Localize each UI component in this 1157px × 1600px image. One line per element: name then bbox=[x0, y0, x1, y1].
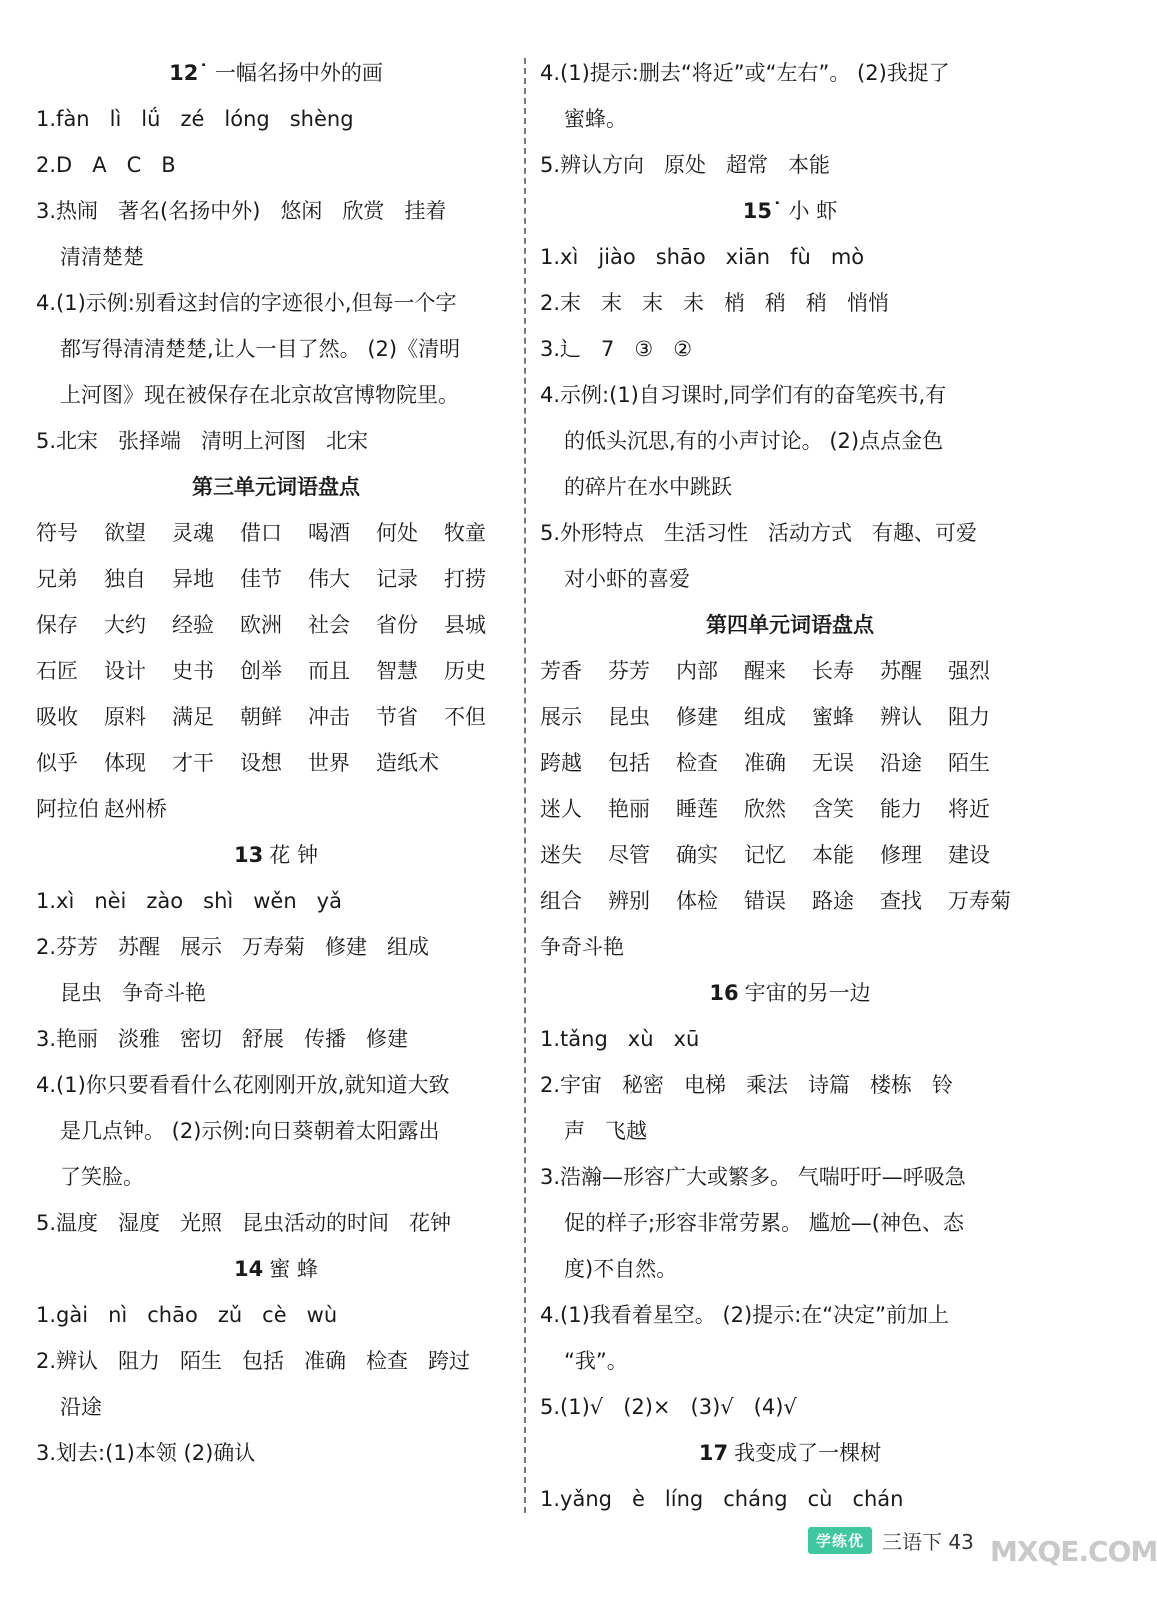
s16-q2-cont bbox=[540, 1108, 1040, 1154]
answer-item: 悠闲 bbox=[280, 199, 323, 223]
word-item: 设想 bbox=[240, 751, 282, 775]
s13-q4-1: 4.(1)你只要看看什么花刚刚开放,就知道大致 bbox=[36, 1073, 450, 1097]
s16-q3-2: 促的样子;形容非常劳累。 尴尬—(神色、态 bbox=[564, 1211, 964, 1235]
answer-item: lóng bbox=[224, 107, 270, 131]
answer-item: 争奇斗艳 bbox=[122, 981, 206, 1005]
answer-item: 超常 bbox=[726, 153, 769, 177]
s13-q4-3: 了笑脸。 bbox=[60, 1165, 144, 1189]
word-item: 确实 bbox=[676, 843, 718, 867]
answer-item: xì bbox=[560, 245, 579, 269]
word-item: 包括 bbox=[608, 751, 650, 775]
answer-item: 著名(名扬中外) bbox=[118, 199, 261, 223]
answer-item: 辨认 bbox=[56, 1349, 99, 1373]
word-item: 佳节 bbox=[240, 567, 282, 591]
answer-item: lǘ bbox=[141, 107, 161, 131]
s12-q4-2: 都写得清清楚楚,让人一目了然。 (2)《清明 bbox=[60, 337, 461, 361]
s13-q4-2: 是几点钟。 (2)示例:向日葵朝着太阳露出 bbox=[60, 1119, 440, 1143]
word-item: 组合 bbox=[540, 889, 582, 913]
word-item: 大约 bbox=[104, 613, 146, 637]
answer-item: 舒展 bbox=[242, 1027, 285, 1051]
answer-item: nì bbox=[108, 1303, 128, 1327]
word-item: 强烈 bbox=[948, 659, 990, 683]
word-item: 县城 bbox=[444, 613, 486, 637]
left-column bbox=[36, 50, 516, 1476]
word-item: 独自 bbox=[104, 567, 146, 591]
s14-q1: 1.gài nì chāo zǔ cè wù bbox=[36, 1292, 516, 1338]
word-item: 造纸术 bbox=[376, 751, 439, 775]
word-item: 醒来 bbox=[744, 659, 786, 683]
section-12-title: 12˙ 一幅名扬中外的画 bbox=[169, 61, 383, 85]
answer-item: 修建 bbox=[325, 935, 368, 959]
answer-item: 未 bbox=[683, 291, 705, 315]
word-item: 满足 bbox=[172, 705, 214, 729]
answer-item: 诗篇 bbox=[808, 1073, 851, 1097]
answer-item: fù bbox=[790, 245, 811, 269]
word-item: 异地 bbox=[172, 567, 214, 591]
answer-item: zào bbox=[146, 889, 184, 913]
answer-item: (2)× bbox=[623, 1395, 671, 1419]
word-item: 尽管 bbox=[608, 843, 650, 867]
s14-q3: 3.划去:(1)本领 (2)确认 bbox=[36, 1441, 256, 1465]
answer-item: A bbox=[92, 153, 107, 177]
answer-item: (1)√ bbox=[560, 1395, 604, 1419]
s13-q3: 3.艳丽 淡雅 密切 舒展 传播 修建 bbox=[36, 1016, 516, 1062]
answer-item: cè bbox=[262, 1303, 287, 1327]
answer-item: 检查 bbox=[366, 1349, 409, 1373]
word-item: 记录 bbox=[376, 567, 418, 591]
word-item: 睡莲 bbox=[676, 797, 718, 821]
unit3-title: 第三单元词语盘点 bbox=[192, 475, 360, 499]
s16-q4-2: “我”。 bbox=[564, 1349, 628, 1373]
s16-q4-1: 4.(1)我看着星空。 (2)提示:在“决定”前加上 bbox=[540, 1303, 950, 1327]
s12-q4-1: 4.(1)示例:别看这封信的字迹很小,但每一个字 bbox=[36, 291, 457, 315]
word-item: 吸收 bbox=[36, 705, 78, 729]
word-item: 组成 bbox=[744, 705, 786, 729]
s15-q1: 1.xì jiào shāo xiān fù mò bbox=[540, 234, 1040, 280]
word-item: 争奇斗艳 bbox=[540, 935, 624, 959]
answer-item: wù bbox=[306, 1303, 338, 1327]
answer-item: líng bbox=[664, 1487, 704, 1511]
answer-item: 苏醒 bbox=[118, 935, 161, 959]
answer-item: 辨认方向 bbox=[560, 153, 645, 177]
word-item: 体检 bbox=[676, 889, 718, 913]
word-item: 蜜蜂 bbox=[812, 705, 854, 729]
s14-q2: 2.辨认 阻力 陌生 包括 准确 检查 跨过 bbox=[36, 1338, 516, 1384]
word-item: 万寿菊 bbox=[948, 889, 1011, 913]
answer-item: 修建 bbox=[366, 1027, 409, 1051]
answer-item: xì bbox=[56, 889, 75, 913]
word-item: 建设 bbox=[948, 843, 990, 867]
word-item: 借口 bbox=[240, 521, 282, 545]
word-item: 路途 bbox=[812, 889, 854, 913]
unit3-word-grid bbox=[36, 510, 516, 832]
word-item: 辨别 bbox=[608, 889, 650, 913]
word-item: 喝酒 bbox=[308, 521, 350, 545]
word-item: 含笑 bbox=[812, 797, 854, 821]
answer-item: wěn bbox=[253, 889, 297, 913]
word-item: 社会 bbox=[308, 613, 350, 637]
answer-item: (4)√ bbox=[753, 1395, 797, 1419]
s16-q5: 5.(1)√ (2)× (3)√ (4)√ bbox=[540, 1384, 1040, 1430]
answer-item: 末 bbox=[601, 291, 623, 315]
answer-item: xū bbox=[673, 1027, 700, 1051]
word-item: 史书 bbox=[172, 659, 214, 683]
word-item: 似乎 bbox=[36, 751, 78, 775]
answer-item: 湿度 bbox=[118, 1211, 161, 1235]
word-item: 兄弟 bbox=[36, 567, 78, 591]
answer-item: 飞越 bbox=[605, 1119, 647, 1143]
s15-q3: 3.辶 7 ③ ② bbox=[540, 326, 1040, 372]
word-item: 智慧 bbox=[376, 659, 418, 683]
s16-q3-1: 3.浩瀚—形容广大或繁多。 气喘吁吁—呼吸急 bbox=[540, 1165, 966, 1189]
word-item: 将近 bbox=[948, 797, 990, 821]
section-13-title: 13 花 钟 bbox=[234, 843, 318, 867]
s14-q4-2: 蜜蜂。 bbox=[564, 107, 627, 131]
word-item: 修建 bbox=[676, 705, 718, 729]
answer-item: 陌生 bbox=[180, 1349, 223, 1373]
s16-q2: 2.宇宙 秘密 电梯 乘法 诗篇 楼栋 铃 bbox=[540, 1062, 1040, 1108]
answer-item: 密切 bbox=[180, 1027, 223, 1051]
word-item: 无误 bbox=[812, 751, 854, 775]
answer-item: zé bbox=[180, 107, 205, 131]
s13-q2: 2.芬芳 苏醒 展示 万寿菊 修建 组成 bbox=[36, 924, 516, 970]
word-item: 本能 bbox=[812, 843, 854, 867]
word-item: 冲击 bbox=[308, 705, 350, 729]
answer-item: 传播 bbox=[304, 1027, 347, 1051]
answer-item: 挂着 bbox=[404, 199, 447, 223]
answer-item: (3)√ bbox=[690, 1395, 734, 1419]
answer-item: 7 bbox=[601, 337, 615, 361]
word-item: 内部 bbox=[676, 659, 718, 683]
word-item: 修理 bbox=[880, 843, 922, 867]
word-item: 芬芳 bbox=[608, 659, 650, 683]
word-item: 迷人 bbox=[540, 797, 582, 821]
word-item: 而且 bbox=[308, 659, 350, 683]
answer-item: D bbox=[56, 153, 73, 177]
s12-q2: 2.D A C B bbox=[36, 142, 516, 188]
answer-item: ② bbox=[673, 337, 693, 361]
s12-q5: 5.北宋 张择端 清明上河图 北宋 bbox=[36, 418, 516, 464]
word-item: 欣然 bbox=[744, 797, 786, 821]
section-17-title: 17 我变成了一棵树 bbox=[698, 1441, 882, 1465]
s13-q5: 5.温度 湿度 光照 昆虫活动的时间 花钟 bbox=[36, 1200, 516, 1246]
answer-item: nèi bbox=[94, 889, 127, 913]
word-item: 跨越 bbox=[540, 751, 582, 775]
answer-item: 艳丽 bbox=[56, 1027, 99, 1051]
answer-item: 生活习性 bbox=[664, 521, 749, 545]
answer-item: xù bbox=[627, 1027, 654, 1051]
s14-q2-cont: 沿途 bbox=[60, 1395, 102, 1419]
s15-q5: 5.外形特点 生活习性 活动方式 有趣、可爱 bbox=[540, 510, 1040, 556]
word-item: 辨认 bbox=[880, 705, 922, 729]
s15-q4-2: 的低头沉思,有的小声讨论。 (2)点点金色 bbox=[564, 429, 944, 453]
answer-item: 昆虫 bbox=[60, 981, 102, 1005]
answer-item: 乘法 bbox=[746, 1073, 789, 1097]
word-item: 何处 bbox=[376, 521, 418, 545]
answer-item: 昆虫活动的时间 bbox=[242, 1211, 390, 1235]
answer-item: 准确 bbox=[304, 1349, 347, 1373]
answer-item: ③ bbox=[634, 337, 654, 361]
section-15-title: 15˙ 小 虾 bbox=[742, 199, 838, 223]
s13-q2-cont bbox=[36, 970, 516, 1016]
answer-item: 温度 bbox=[56, 1211, 99, 1235]
word-item: 芳香 bbox=[540, 659, 582, 683]
word-item: 不但 bbox=[444, 705, 486, 729]
answer-item: chán bbox=[852, 1487, 904, 1511]
word-item: 节省 bbox=[376, 705, 418, 729]
section-16-title: 16 宇宙的另一边 bbox=[709, 981, 871, 1005]
answer-item: C bbox=[126, 153, 142, 177]
answer-item: 悄悄 bbox=[847, 291, 890, 315]
answer-item: gài bbox=[56, 1303, 89, 1327]
section-14-title: 14 蜜 蜂 bbox=[234, 1257, 318, 1281]
word-item: 创举 bbox=[240, 659, 282, 683]
word-item: 赵州桥 bbox=[104, 797, 167, 821]
answer-item: è bbox=[631, 1487, 645, 1511]
answer-item: 张择端 bbox=[118, 429, 182, 453]
word-item: 欧洲 bbox=[240, 613, 282, 637]
word-item: 昆虫 bbox=[608, 705, 650, 729]
answer-item: 清明上河图 bbox=[201, 429, 307, 453]
answer-item: 稍 bbox=[806, 291, 828, 315]
answer-item: 万寿菊 bbox=[242, 935, 306, 959]
word-item: 能力 bbox=[880, 797, 922, 821]
page-footer bbox=[808, 1520, 974, 1560]
right-column bbox=[540, 50, 1040, 1522]
word-item: 灵魂 bbox=[172, 521, 214, 545]
word-item: 体现 bbox=[104, 751, 146, 775]
s12-q3: 3.热闹 著名(名扬中外) 悠闲 欣赏 挂着 bbox=[36, 188, 516, 234]
answer-item: cù bbox=[807, 1487, 833, 1511]
page-number: 三语下 43 bbox=[882, 1529, 974, 1554]
s15-q5-cont: 对小虾的喜爱 bbox=[564, 567, 690, 591]
word-item bbox=[444, 740, 512, 786]
answer-item: 芬芳 bbox=[56, 935, 99, 959]
s12-q1: 1.fàn lì lǘ zé lóng shèng bbox=[36, 96, 516, 142]
answer-item: 跨过 bbox=[428, 1349, 471, 1373]
word-item: 陌生 bbox=[948, 751, 990, 775]
answer-item: 光照 bbox=[180, 1211, 223, 1235]
answer-item: 辶 bbox=[560, 337, 582, 361]
word-item: 历史 bbox=[444, 659, 486, 683]
word-item: 符号 bbox=[36, 521, 78, 545]
s17-q1: 1.yǎng è líng cháng cù chán bbox=[540, 1476, 1040, 1522]
word-item: 设计 bbox=[104, 659, 146, 683]
answer-item: jiào bbox=[598, 245, 636, 269]
answer-item: 展示 bbox=[180, 935, 223, 959]
answer-item: 热闹 bbox=[56, 199, 99, 223]
answer-item: zǔ bbox=[217, 1303, 243, 1327]
word-item: 牧童 bbox=[444, 521, 486, 545]
s14-q5: 5.辨认方向 原处 超常 本能 bbox=[540, 142, 1040, 188]
s15-q2: 2.末 末 末 未 梢 稍 稍 悄悄 bbox=[540, 280, 1040, 326]
word-item: 艳丽 bbox=[608, 797, 650, 821]
word-item: 检查 bbox=[676, 751, 718, 775]
unit4-word-grid bbox=[540, 648, 1040, 970]
answer-item: 稍 bbox=[765, 291, 787, 315]
answer-item: B bbox=[161, 153, 176, 177]
word-item: 准确 bbox=[744, 751, 786, 775]
answer-item: 楼栋 bbox=[870, 1073, 913, 1097]
word-item: 欲望 bbox=[104, 521, 146, 545]
s16-q3-3: 度)不自然。 bbox=[564, 1257, 678, 1281]
answer-item: 花钟 bbox=[409, 1211, 452, 1235]
answer-item: 包括 bbox=[242, 1349, 285, 1373]
answer-item: yǎng bbox=[560, 1487, 612, 1511]
answer-item: 阻力 bbox=[118, 1349, 161, 1373]
answer-item: 声 bbox=[564, 1119, 585, 1143]
answer-item: 北宋 bbox=[326, 429, 369, 453]
word-item: 石匠 bbox=[36, 659, 78, 683]
answer-item: 宇宙 bbox=[560, 1073, 603, 1097]
word-item: 查找 bbox=[880, 889, 922, 913]
answer-item: mò bbox=[830, 245, 865, 269]
s15-q4-1: 4.示例:(1)自习课时,同学们有的奋笔疾书,有 bbox=[540, 383, 947, 407]
word-item: 沿途 bbox=[880, 751, 922, 775]
unit4-title: 第四单元词语盘点 bbox=[706, 613, 874, 637]
word-item: 阻力 bbox=[948, 705, 990, 729]
answer-item: 原处 bbox=[664, 153, 707, 177]
answer-item: shāo bbox=[655, 245, 706, 269]
s13-q1: 1.xì nèi zào shì wěn yǎ bbox=[36, 878, 516, 924]
answer-item: 末 bbox=[560, 291, 582, 315]
s12-q4-3: 上河图》现在被保存在北京故宫博物院里。 bbox=[60, 383, 459, 407]
word-item: 保存 bbox=[36, 613, 78, 637]
word-item: 朝鲜 bbox=[240, 705, 282, 729]
answer-item: 梢 bbox=[724, 291, 746, 315]
answer-item: fàn bbox=[56, 107, 90, 131]
word-item: 迷失 bbox=[540, 843, 582, 867]
word-item: 长寿 bbox=[812, 659, 854, 683]
word-item: 阿拉伯 bbox=[36, 797, 99, 821]
word-item: 才干 bbox=[172, 751, 214, 775]
answer-item: cháng bbox=[723, 1487, 788, 1511]
answer-item: chāo bbox=[147, 1303, 198, 1327]
answer-item: 本能 bbox=[788, 153, 831, 177]
answer-item: 电梯 bbox=[684, 1073, 727, 1097]
answer-item: shèng bbox=[289, 107, 354, 131]
answer-item: 淡雅 bbox=[118, 1027, 161, 1051]
word-item: 记忆 bbox=[744, 843, 786, 867]
word-item: 苏醒 bbox=[880, 659, 922, 683]
word-item: 错误 bbox=[744, 889, 786, 913]
answer-item: lì bbox=[109, 107, 122, 131]
word-item: 世界 bbox=[308, 751, 350, 775]
brand-logo: 学练优 bbox=[808, 1527, 872, 1554]
s15-q4-3: 的碎片在水中跳跃 bbox=[564, 475, 732, 499]
s12-q3-cont: 清清楚楚 bbox=[60, 245, 144, 269]
s14-q4-1: 4.(1)提示:删去“将近”或“左右”。 (2)我捉了 bbox=[540, 61, 950, 85]
answer-item: xiān bbox=[725, 245, 771, 269]
answer-item: 活动方式 bbox=[768, 521, 853, 545]
answer-item: tǎng bbox=[560, 1027, 608, 1051]
answer-item: 秘密 bbox=[622, 1073, 665, 1097]
word-item: 经验 bbox=[172, 613, 214, 637]
word-item: 伟大 bbox=[308, 567, 350, 591]
word-item: 原料 bbox=[104, 705, 146, 729]
answer-item: yǎ bbox=[316, 889, 342, 913]
answer-item: 有趣、可爱 bbox=[872, 521, 978, 545]
answer-item: 北宋 bbox=[56, 429, 99, 453]
word-item: 展示 bbox=[540, 705, 582, 729]
answer-item: shì bbox=[203, 889, 234, 913]
word-item: 打捞 bbox=[444, 567, 486, 591]
column-divider bbox=[524, 58, 526, 1513]
word-item: 省份 bbox=[376, 613, 418, 637]
answer-item: 铃 bbox=[932, 1073, 954, 1097]
s16-q1: 1.tǎng xù xū bbox=[540, 1016, 1040, 1062]
answer-item: 欣赏 bbox=[342, 199, 385, 223]
answer-item: 外形特点 bbox=[560, 521, 645, 545]
answer-item: 末 bbox=[642, 291, 664, 315]
watermark: MXQE.COM bbox=[990, 1535, 1157, 1568]
answer-item: 组成 bbox=[387, 935, 430, 959]
